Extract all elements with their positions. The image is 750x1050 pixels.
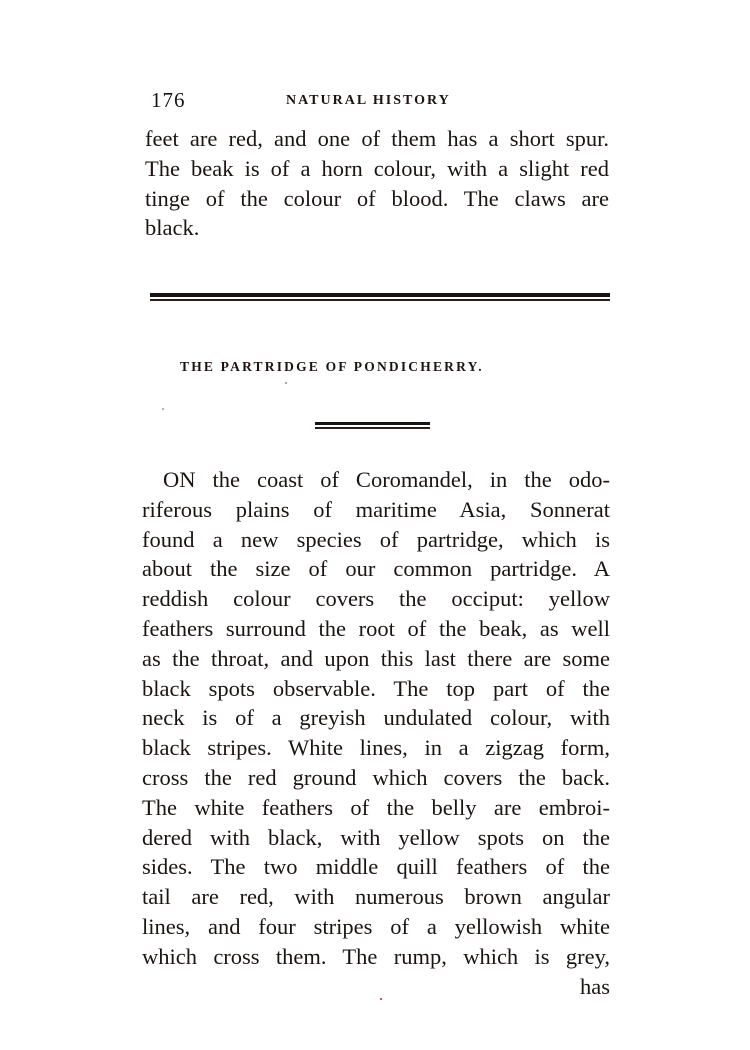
text-line: about the size of our common partridge. A xyxy=(142,556,610,582)
ink-speck xyxy=(285,382,287,384)
section-title: THE PARTRIDGE OF PONDICHERRY. xyxy=(180,359,484,374)
ink-speck xyxy=(380,998,382,1000)
text-line: The beak is of a horn colour, with a slight red xyxy=(145,155,609,181)
section-divider-rule xyxy=(150,293,610,301)
page-number: 176 xyxy=(151,88,186,112)
ink-speck xyxy=(162,408,164,410)
title-ornament-rule xyxy=(315,422,430,429)
text-line: feathers surround the root of the beak, as well xyxy=(142,615,610,641)
text-line: black stripes. White lines, in a zigzag form, xyxy=(142,735,610,761)
text-line: black. xyxy=(145,215,200,241)
text-line: found a new species of partridge, which is xyxy=(142,526,610,552)
text-line: lines, and four stripes of a yellowish white xyxy=(142,913,610,939)
running-head xyxy=(143,88,613,118)
text-line: which cross them. The rump, which is grey, xyxy=(142,943,610,969)
text-line: tail are red, with numerous brown angular xyxy=(142,884,610,910)
text-line: as the throat, and upon this last there are some xyxy=(142,645,610,671)
running-title: NATURAL HISTORY xyxy=(286,93,451,108)
text-line: black spots observable. The top part of the xyxy=(142,675,610,701)
body-paragraph xyxy=(142,465,610,1001)
text-line: cross the red ground which covers the back. xyxy=(142,764,610,790)
text-line: dered with black, with yellow spots on the xyxy=(142,824,610,850)
text-line: The white feathers of the belly are embroi- xyxy=(142,794,610,820)
page xyxy=(143,88,613,243)
continuation-paragraph xyxy=(145,124,609,243)
catchword: has xyxy=(580,973,610,999)
text-line: ON the coast of Coromandel, in the odo- xyxy=(163,467,610,492)
text-line: riferous plains of maritime Asia, Sonnerat xyxy=(142,496,610,522)
text-line: feet are red, and one of them has a short spur. xyxy=(145,126,609,151)
text-line: reddish colour covers the occiput: yellow xyxy=(142,586,610,612)
text-line: sides. The two middle quill feathers of the xyxy=(142,854,610,880)
text-line: tinge of the colour of blood. The claws are xyxy=(145,185,609,211)
text-line: neck is of a greyish undulated colour, with xyxy=(142,705,610,731)
